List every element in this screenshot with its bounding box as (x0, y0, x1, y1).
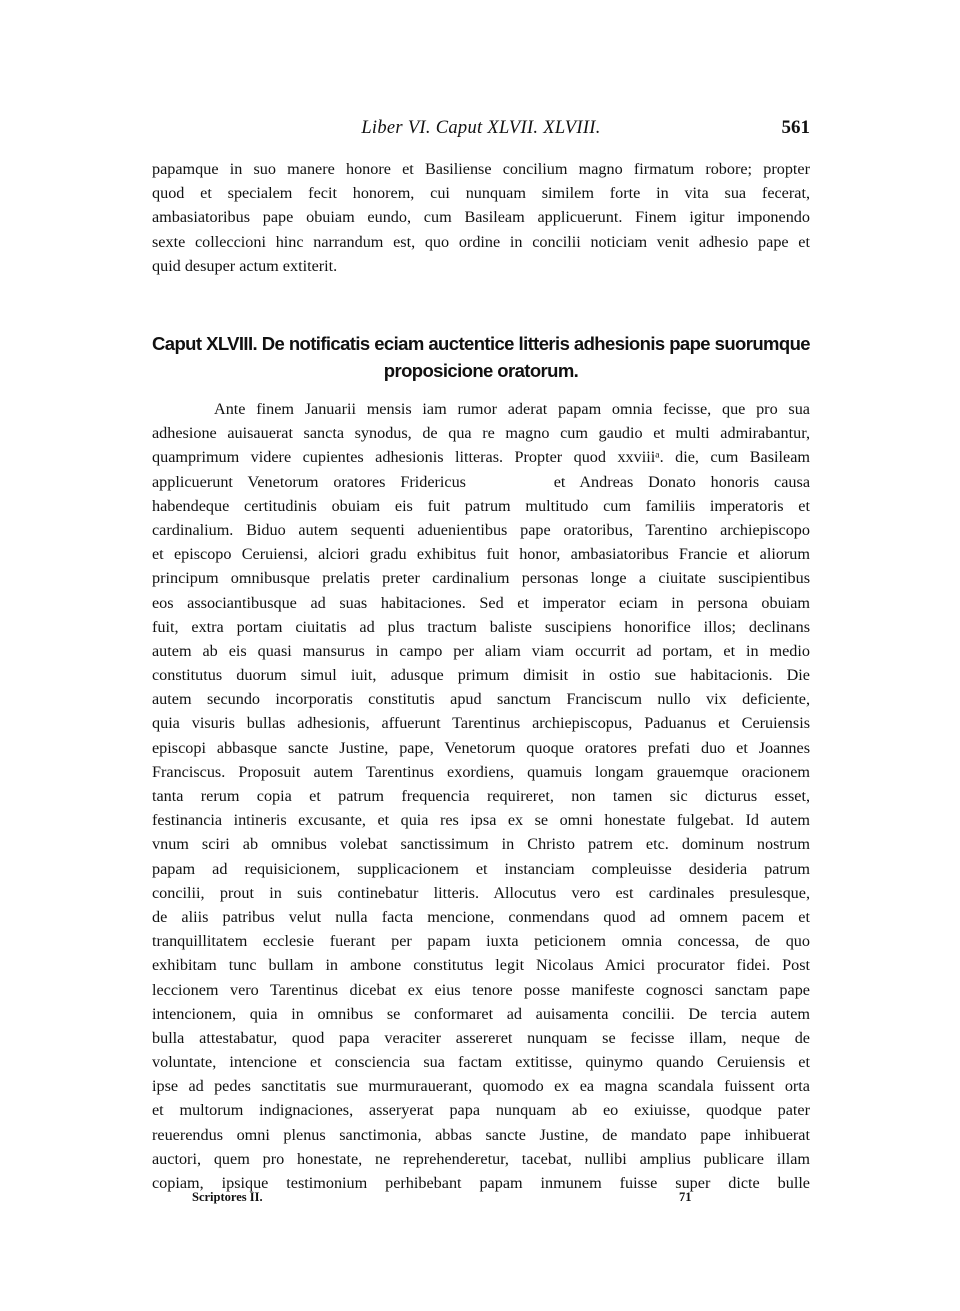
text-line: ambasiatoribus pape obuiam eundo, cum Basileam applicuerunt. Finem igitur imponendo (152, 208, 810, 227)
text-line: ipse ad pedes sanctitatis sue murmurauerant, quomodo ex ea magna scandala fuissent orta (152, 1077, 810, 1096)
text-line: intencionem, quia in omnibus se conformaret ad auisamenta concilii. De tercia autem (152, 1004, 810, 1023)
text-line: festinancia intineris excusante, et quia res ipsa ex se omni honestate fulgebat. Id autem (152, 811, 810, 830)
text-line: quid desuper actum extiterit. (152, 256, 338, 275)
text-line: eos associantibusque ad suas habitaciones. Sed et imperator eciam in persona obuiam (152, 593, 810, 612)
text-line: papamque in suo manere honore et Basiliense concilium magno firmatum robore; propter (152, 160, 810, 178)
text-line: de aliis patribus velut nulla facta mencione, conmendans quod ad omnem pacem et (152, 907, 810, 926)
chapter-heading-line: Caput XLVIII. De notificatis eciam auctentice litteris adhesionis pape suorumque (152, 333, 810, 354)
text-line: papam ad requisicionem, supplicacionem et instanciam compleuisse desideria patrum (152, 859, 810, 878)
text-line: concilii, prout in suis continebatur litteris. Allocutus vero est cardinales presulesque, (152, 883, 810, 902)
text-line: constitutus duorum simul iuit, adusque primum dimisit in ostio sue habitacionis. Die (152, 666, 810, 685)
text-line: fuit, extra portam ciuitatis ad plus tractum baliste suscipiens honorifice illos; declinans (152, 617, 810, 636)
running-head (152, 118, 810, 142)
text-line: voluntate, intencione et consciencia sua factam extitisse, quinymo quando Ceruiensis et (152, 1053, 810, 1072)
text-line: auctori, quem pro honestate, ne reprehenderetur, tacebat, nullibi amplius publicare illam (152, 1149, 810, 1168)
text-line: leccionem vero Tarentinus dicebat ex eius tenore posse manifeste cognosci sanctam pape (152, 980, 810, 999)
text-line: cardinalium. Biduo autem sequenti aduenientibus pape oratoribus, Tarentino archiepiscopo (152, 520, 810, 539)
running-title: Liber VI. Caput XLVII. XLVIII. (361, 118, 601, 138)
text-line: bulla attestabatur, quod papa veraciter assereret nunquam se fecisse illam, neque de (152, 1028, 810, 1047)
text-line: autem ab eis quasi mansurus in campo per aliam viam occurrit ad portam, et in medio (152, 641, 810, 660)
text-line-with-gap (152, 470, 810, 494)
paragraph-continued (152, 157, 810, 278)
chapter-heading-line: proposicione oratorum. (383, 360, 579, 381)
chapter-body (152, 397, 810, 1195)
text-line: copiam, ipsique testimonium perhibebant papam inmunem fuisse super dicte bulle (152, 1174, 810, 1192)
text-line: tanta rerum copia et patrum frequencia requireret, non tamen sic dicturus esset, (152, 787, 810, 805)
signature-mark: 71 (679, 1190, 692, 1204)
text-line: adhesione auisauerat sancta synodus, de qua re magno cum gaudio et multi admirabantur, (152, 424, 810, 443)
text-line: reuerendus omni plenus sanctimonia, abbas sancte Justine, de mandato pape inhibuerat (152, 1125, 810, 1144)
text-line: Ante finem Januarii mensis iam rumor aderat papam omnia fecisse, que pro sua (214, 400, 810, 418)
series-title: Scriptores II. (192, 1190, 263, 1204)
text-line: quamprimum videre cupientes adhesionis litteras. Propter quod xxviiiᵃ. die, cum Basileam (152, 448, 810, 467)
text-line: exhibitam tunc bullam in ambone constitutus legit Nicolaus Amici procurator fidei. Post (152, 956, 810, 975)
text-line: Franciscus. Proposuit autem Tarentinus exordiens, quamuis longam grauemque oracionem (152, 762, 810, 781)
text-fragment: et Andreas Donato honoris causa (553, 472, 810, 491)
text-line: autem secundo incorporatis constitutis apud sanctum Franciscum nullo vix deficiente, (152, 690, 810, 709)
text-line: et episcopo Ceruiensi, alciori gradu exhibitus fuit honor, ambasiatoribus Francie et aliorum (152, 545, 810, 564)
text-line: quia visuris bullas adhesionis, affuerunt Tarentinus archiepiscopus, Paduanus et Ceruiensis (152, 714, 810, 733)
text-line: et multorum indignaciones, asserуerat papa nunquam ab eo exiuisse, quodque pater (152, 1101, 810, 1120)
text-line: sexte colleccioni hinc narrandum est, quo ordine in concilii noticiam venit adhesio pape et (152, 232, 810, 251)
text-fragment: applicuerunt Venetorum oratores Fridericus (152, 472, 466, 491)
text-line: episcopi abbasque sancte Justine, pape, Venetorum quoque oratores prefati duo et Joannes (152, 738, 810, 757)
text-line: vnum sciri ab omnibus volebat sanctissimum in Christo patrem etc. dominum nostrum (152, 835, 810, 854)
chapter-heading (152, 330, 810, 384)
page-number: 561 (781, 117, 810, 138)
text-line: tranquillitatem ecclesie fuerant per papam iuxta peticionem omnia concessa, de quo (152, 932, 810, 951)
text-line: principum omnibusque prelatis preter cardinalium personas longe a ciuitate suscipientibus (152, 569, 810, 588)
text-line: quod et specialem fecit honorem, cui nunquam similem forte in vita sua fecerat, (152, 184, 810, 203)
text-line: habendeque certitudinis obuiam eis fuit patrum multitudo cum familiis imperatoris et (152, 496, 810, 515)
